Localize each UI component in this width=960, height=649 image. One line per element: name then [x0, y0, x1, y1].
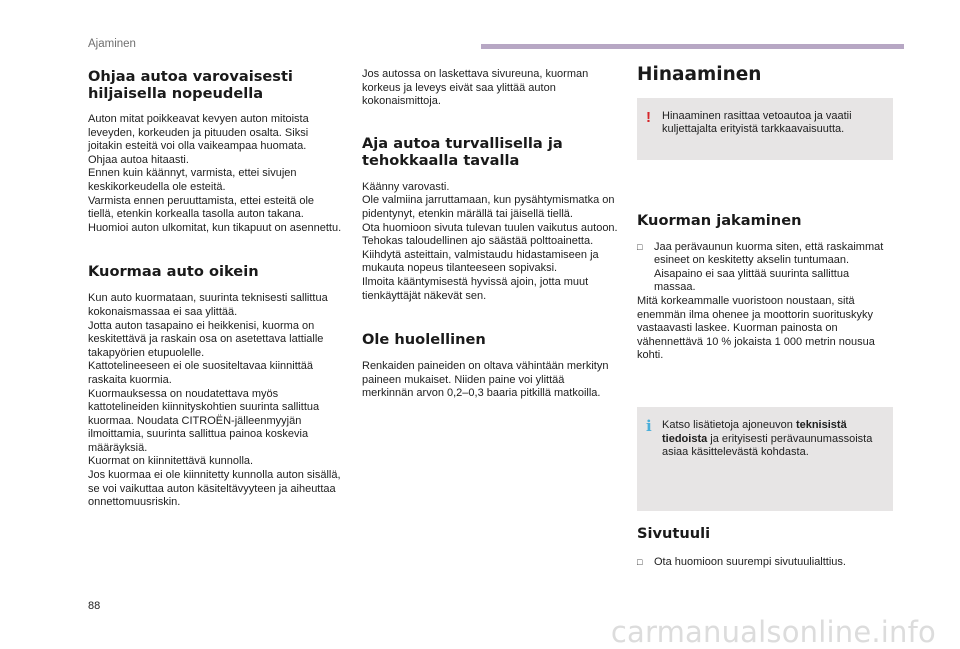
info-box: [637, 407, 893, 511]
paragraph-be-careful: Renkaiden paineiden on oltava vähintään merkityn paineen mukaiset. Niiden paine voi ylittää merkinnän arvon 0,2–0,3 baaria pitkillä matkoilla.: [362, 360, 609, 400]
info-text-pre: Katso lisätietoja ajoneuvon: [662, 418, 796, 431]
heading-load-distribution: Kuorman jakaminen: [637, 211, 802, 229]
header-bar: [481, 44, 904, 49]
section-label: Ajaminen: [88, 38, 136, 50]
warning-box: [637, 98, 893, 160]
paragraph-altitude: Mitä korkeammalle vuoristoon noustaan, sitä enemmän ilma ohenee ja moottorin suorituskyky vastaavasti laskee. Kuorman painosta on vähennettävä 10 % jokaista 1 000 metrin nousua kohti.: [637, 294, 875, 362]
bullet-crosswind: Ota huomioon suurempi sivutuulialttius.: [654, 555, 846, 568]
heading-drive-carefully: Ohjaa autoa varovaisesti hiljaisella nopeudella: [88, 68, 293, 102]
info-text-post: ja erityisesti perävaunumassoista asiaa käsittelevästä kohdasta.: [662, 432, 873, 459]
heading-drive-safely: Aja autoa turvallisella ja tehokkaalla tavalla: [362, 134, 563, 169]
heading-be-careful: Ole huolellinen: [362, 331, 486, 349]
info-icon: i: [646, 416, 652, 435]
paragraph-drive-safely: Käänny varovasti. Ole valmiina jarruttamaan, kun pysähtymismatka on pidentynyt, etenkin märällä tai jäisellä tiellä. Ota huomioon sivuta tulevan tuulen vaikutus autoon. Tehokas taloudellinen ajo säästää polttoainetta. Kiihdytä asteittain, valmistaudu hidastamiseen ja mukauta nopeus tilanteeseen sopivaksi. Ilmoita kääntymisestä hyvissä ajoin, jotta muut tienkäyttäjät näkevät sen.: [362, 180, 618, 302]
column-middle: [362, 68, 624, 401]
list-item: [637, 241, 893, 295]
column-left: [88, 68, 350, 510]
heading-load-correctly: Kuormaa auto oikein: [88, 263, 259, 281]
paragraph-load-correctly: Kun auto kuormataan, suurinta teknisesti sallittua kokonaismassaa ei saa ylittää. Jotta auton tasapaino ei heikkenisi, kuorma on keskitettävä ja raskain osa on asetettava lattialle takapyörien etupuolelle. Kattotelineeseen ei ole suositeltavaa kiinnittää raskaita kuormia. Kuormauksessa on noudatettava myös kattotelineiden kiinnityskohtien suurinta sallittua kuormaa. Noudata CITROËN-jälleenmyyjän ilmoittamia, suurinta sallittua painoa koskevia määräyksiä. Kuormat on kiinnitettävä kunnolla. Jos kuormaa ei ole kiinnitetty kunnolla auton sisällä, se voi vaikuttaa auton käsiteltävyyteen ja aiheuttaa onnettomuusriskin.: [88, 292, 341, 509]
column-right: [637, 64, 893, 570]
bullet-load-distribution: Jaa perävaunun kuorma siten, että raskaimmat esineet on keskitetty akselin tuntumaan. Aisapaino ei saa ylittää suurinta sallittua massaa.: [654, 240, 884, 294]
info-text: [662, 419, 883, 460]
page-number: 88: [88, 600, 101, 612]
heading-crosswind: Sivutuuli: [637, 524, 711, 542]
checkbox-bullet-icon: □: [637, 556, 643, 567]
checkbox-bullet-icon: □: [637, 241, 643, 252]
paragraph-side-panel: Jos autossa on laskettava sivureuna, kuorman korkeus ja leveys eivät saa ylittää auton kokonaismittoja.: [362, 68, 589, 108]
info-text-bold: teknisistä tiedoista: [662, 418, 847, 445]
heading-towing: Hinaaminen: [637, 64, 762, 85]
paragraph-drive-carefully: Auton mitat poikkeavat kevyen auton mitoista leveyden, korkeuden ja pituuden osalta. Siksi joitakin esteitä voi olla vaikeampaa huomata. Ohjaa autoa hitaasti. Ennen kuin käännyt, varmista, ettei sivujen keskikorkeudella ole esteitä. Varmista ennen peruuttamista, ettei esteitä ole tiellä, etenkin korkealla tasolla auton takana. Huomioi auton ulkomitat, kun tikapuut on asennettu.: [88, 113, 342, 234]
watermark: carmanualsonline.info: [610, 615, 936, 649]
warning-text: Hinaaminen rasittaa vetoautoa ja vaatii kuljettajalta erityistä tarkkaavaisuutta.: [662, 109, 852, 136]
list-item: [637, 556, 893, 570]
warning-icon: !: [646, 108, 651, 126]
